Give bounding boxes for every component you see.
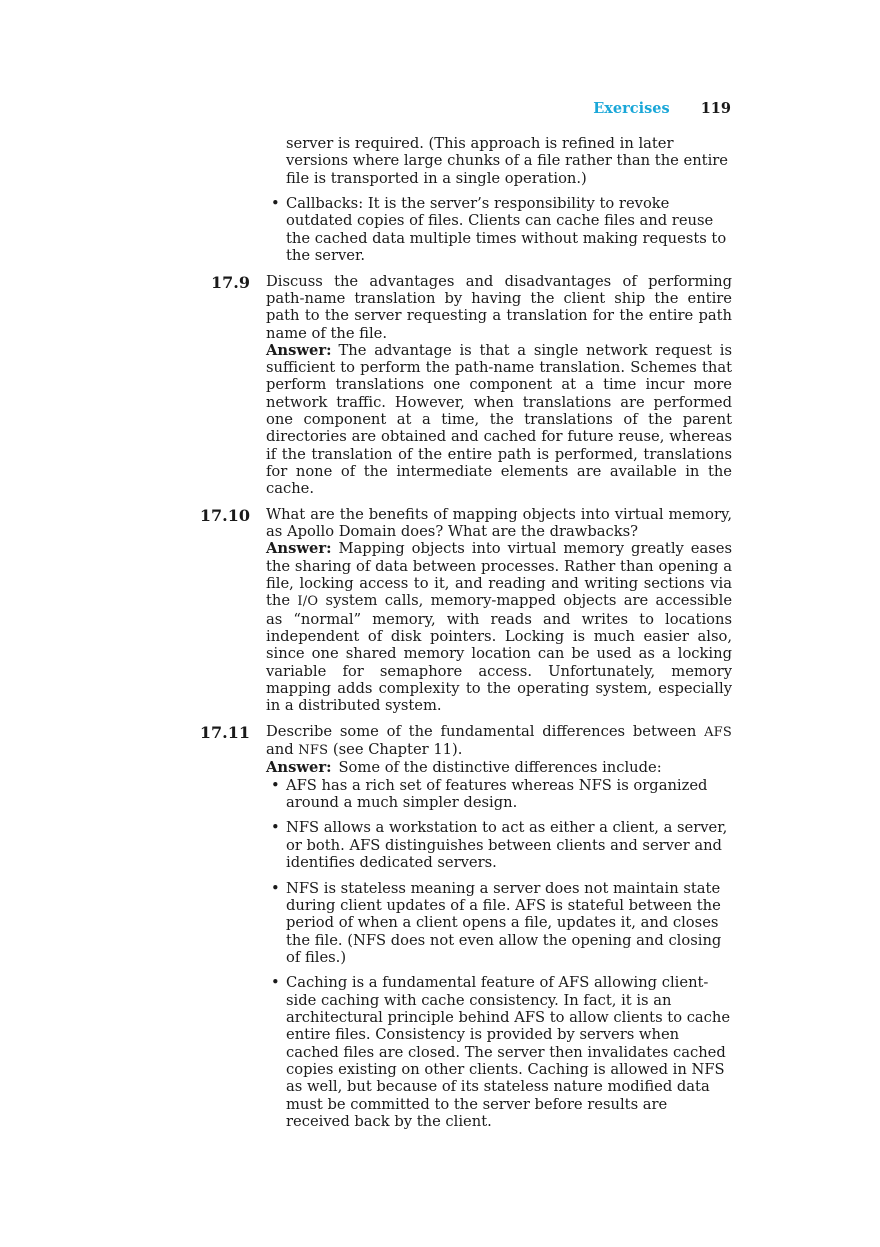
- section-title: Exercises: [593, 100, 670, 117]
- exercise-answer: [266, 540, 732, 714]
- difference-bullet: • Caching is a fundamental feature of AFS allowing client-side caching with cache consistency. In fact, it is an architectural principle behind AFS to allow clients to cache entire files. Consistency is provided by servers when cached files are closed. The server then invalidates cached copies existing on other clients. Caching is allowed in NFS as well, but because of its stateless nature modified data must be committed to the server before results are received back by the client.: [266, 974, 732, 1130]
- exercise-number: 17.11: [199, 722, 250, 742]
- exercise-number: 17.9: [211, 272, 250, 292]
- exercise-answer: [266, 342, 732, 498]
- differences-bullet-list: [266, 777, 732, 1131]
- difference-bullet: • NFS is stateless meaning a server does not maintain state during client updates of a file. AFS is stateful between the period of when a client opens a file, updates it, and closes the file. (NFS does not even allow the opening and closing of files.): [266, 880, 732, 966]
- io-abbrev: I/O: [297, 594, 319, 610]
- exercise-answer: [266, 759, 732, 776]
- page-number: 119: [700, 100, 731, 117]
- answer-intro: Some of the distinctive differences include:: [338, 759, 662, 777]
- callbacks-bullet: • Callbacks: It is the server’s responsibility to revoke outdated copies of files. Clients can cache files and reuse the cached data multiple times without making requests to the server.: [266, 195, 732, 264]
- answer-label: Answer:: [266, 341, 332, 359]
- exercise-question: Discuss the advantages and disadvantages of performing path-name translation by having the client ship the entire path to the server requesting a translation for the entire path name of the file.: [266, 272, 732, 342]
- answer-label: Answer:: [266, 759, 332, 777]
- exercise-17-10: [199, 505, 733, 715]
- answer-text: The advantage is that a single network request is sufficient to perform the path-name translation. Schemes that perform translations one component at a time incur more network traffic. However, when translations are performed one component at a time, the translations of the parent directories are obtained and cached for future reuse, whereas if the translation of the entire path is performed, translations for none of the intermediate elements are available in the cache.: [266, 341, 732, 498]
- question-text-part-1: Describe some of the fundamental differences between: [266, 722, 697, 740]
- continued-bullet-list: [266, 195, 732, 264]
- exercise-number: 17.10: [199, 505, 250, 525]
- answer-label: Answer:: [266, 540, 332, 558]
- exercise-question: What are the benefits of mapping objects into virtual memory, as Apollo Domain does? What are the drawbacks?: [266, 505, 732, 541]
- page-body: [199, 135, 733, 1138]
- answer-text-part-1: Mapping objects into virtual memory greatly eases the sharing of data between processes. Rather than opening a file, locking access to it, and reading and writing sections via the: [266, 540, 732, 610]
- exercise-17-9: [211, 272, 732, 498]
- continued-paragraph: server is required. (This approach is refined in later versions where large chunks of a file rather than the entire file is transported in a single operation.): [286, 135, 728, 187]
- difference-bullet: • NFS allows a workstation to act as either a client, a server, or both. AFS distinguishes between clients and server and identifies dedicated servers.: [266, 819, 732, 871]
- question-text-part-2: (see Chapter 11).: [332, 740, 463, 758]
- exercise-question: [266, 723, 732, 760]
- exercise-17-11: [199, 722, 733, 1130]
- afs-abbrev: AFS: [704, 724, 733, 740]
- difference-bullet: • AFS has a rich set of features whereas NFS is organized around a much simpler design.: [266, 777, 732, 812]
- running-header: [0, 100, 731, 117]
- nfs-abbrev: NFS: [298, 742, 329, 758]
- question-and: and: [266, 740, 294, 758]
- answer-text-part-2: system calls, memory-mapped objects are accessible as “normal” memory, with reads and writes to locations independent of disk pointers. Locking is much easier also, since one shared memory location can be used as a locking variable for semaphore access. Unfortunately, memory mapping adds complexity to the operating system, especially in a distributed system.: [266, 592, 733, 715]
